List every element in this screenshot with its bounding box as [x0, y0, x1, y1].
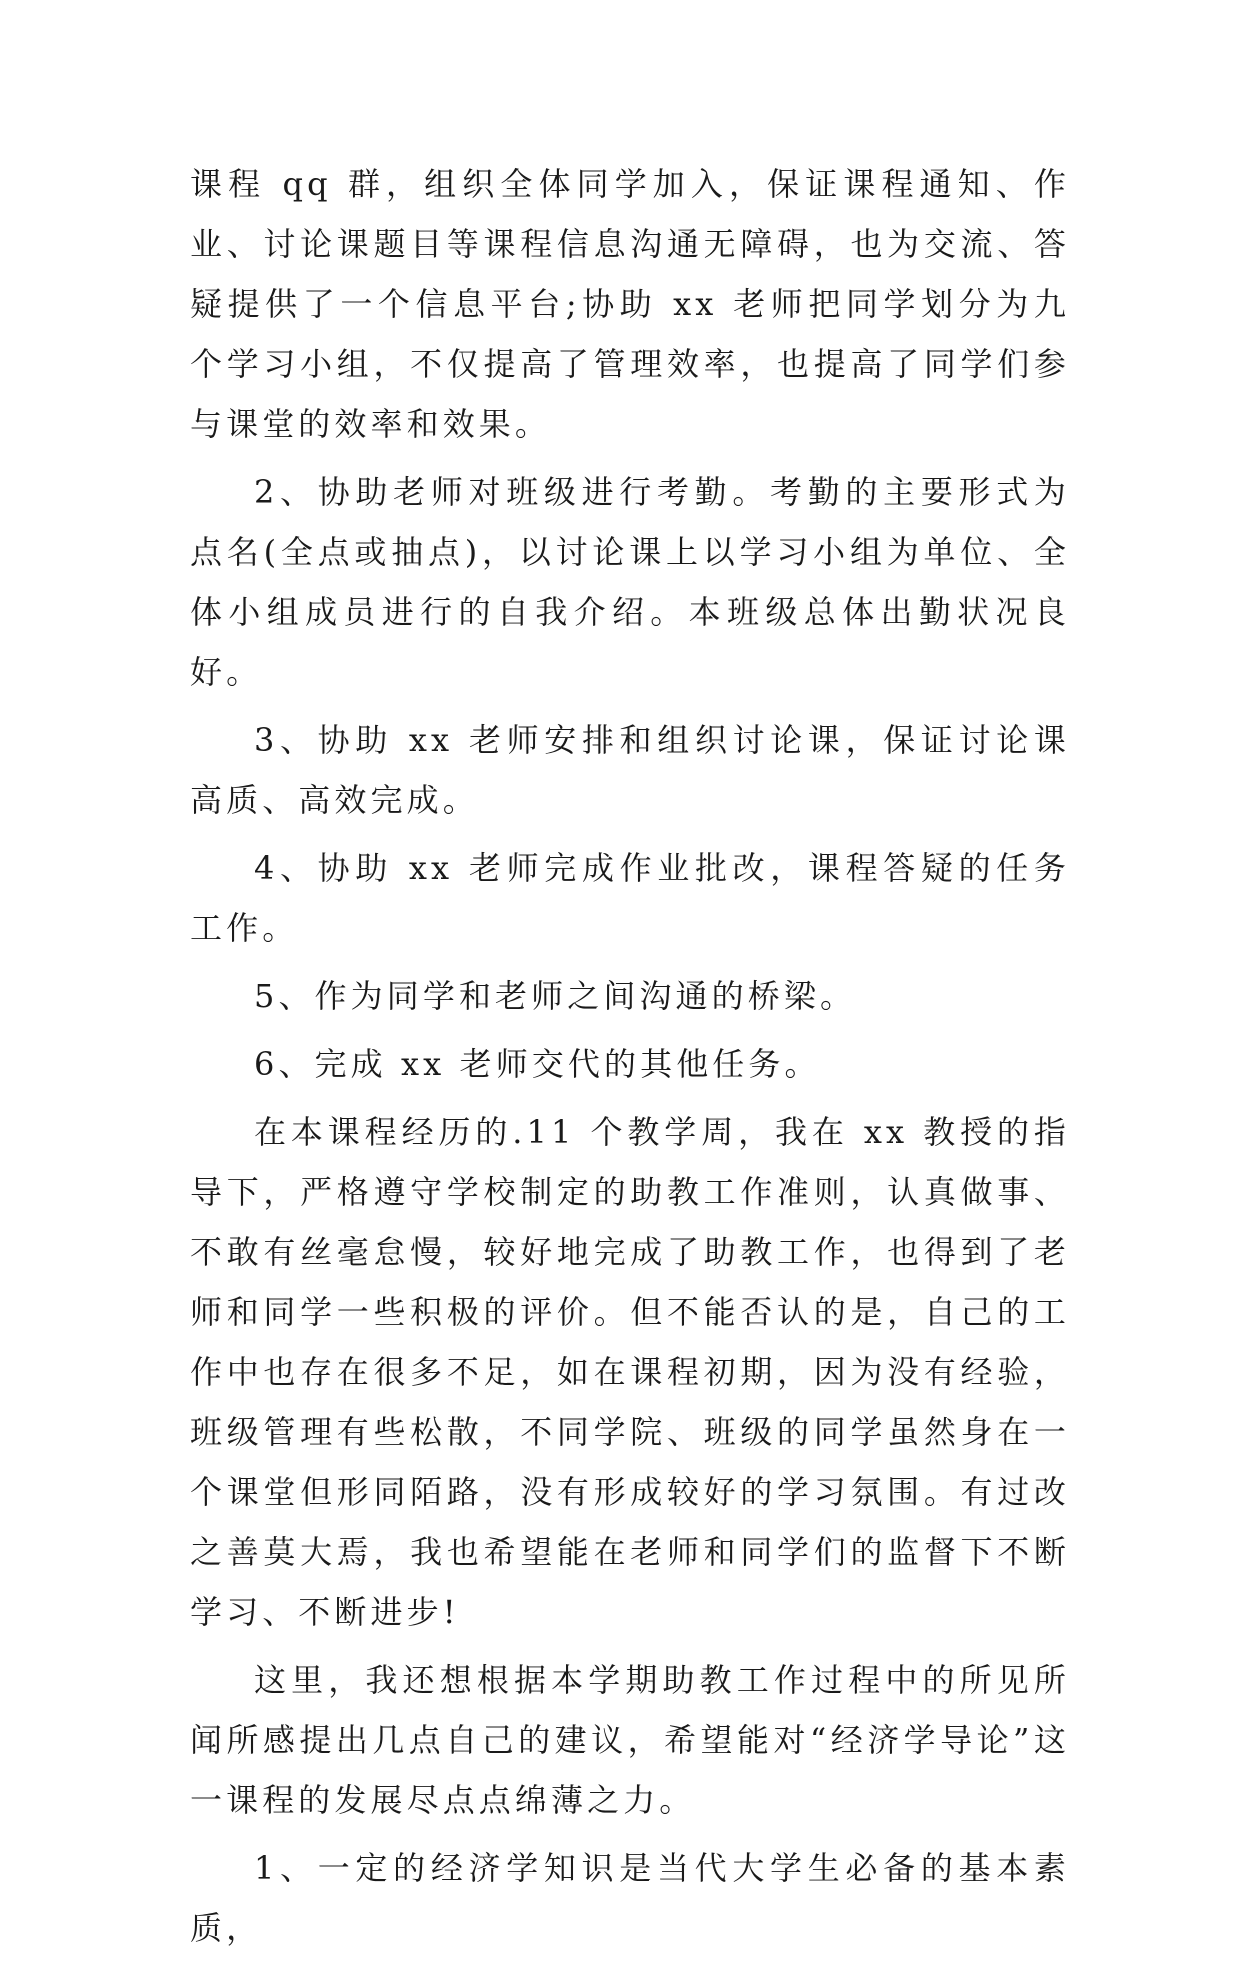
paragraph-item-6-other-tasks: 6、完成 xx 老师交代的其他任务。: [254, 1045, 821, 1083]
paragraph-item-4-grading: 4、协助 xx 老师完成作业批改，课程答疑的任务工作。: [190, 849, 1070, 947]
document-body: [190, 154, 1070, 1966]
paragraph-course-qq-group: 课程 qq 群，组织全体同学加入，保证课程通知、作业、讨论课题目等课程信息沟通无障碍，也为交流、答疑提供了一个信息平台;协助 xx 老师把同学划分为九个学习小组，不仅提高了管理效率，也提高了同学们参与课堂的效率和效果。: [190, 165, 1070, 443]
paragraph-item-2-attendance: 2、协助老师对班级进行考勤。考勤的主要形式为点名(全点或抽点)，以讨论课上以学习小组为单位、全体小组成员进行的自我介绍。本班级总体出勤状况良好。: [190, 473, 1070, 691]
paragraph-item-5-bridge: 5、作为同学和老师之间沟通的桥梁。: [254, 977, 857, 1015]
paragraph-suggestions-intro: 这里，我还想根据本学期助教工作过程中的所见所闻所感提出几点自己的建议，希望能对“经济学导论”这一课程的发展尽点点绵薄之力。: [190, 1661, 1070, 1819]
paragraph-item-3-discussion: 3、协助 xx 老师安排和组织讨论课，保证讨论课高质、高效完成。: [190, 721, 1070, 819]
paragraph-reflection: 在本课程经历的.11 个教学周，我在 xx 教授的指导下，严格遵守学校制定的助教工作准则，认真做事、不敢有丝毫怠慢，较好地完成了助教工作，也得到了老师和同学一些积极的评价。但不能否认的是，自己的工作中也存在很多不足，如在课程初期，因为没有经验，班级管理有些松散，不同学院、班级的同学虽然身在一个课堂但形同陌路，没有形成较好的学习氛围。有过改之善莫大焉，我也希望能在老师和同学们的监督下不断学习、不断进步!: [190, 1113, 1070, 1631]
paragraph-suggestion-1: 1、一定的经济学知识是当代大学生必备的基本素质，: [190, 1849, 1070, 1947]
